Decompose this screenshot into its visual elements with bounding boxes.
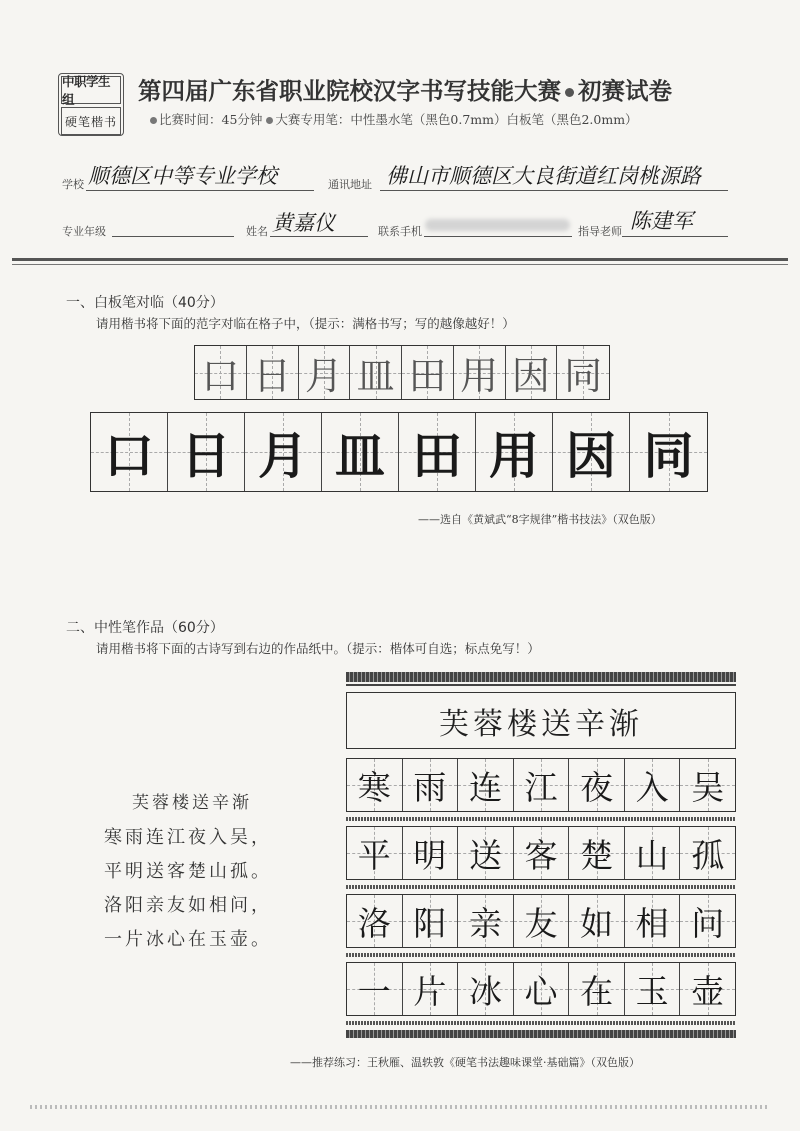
- group-badge: [58, 73, 124, 136]
- work-cell[interactable]: [458, 895, 514, 947]
- section2-recommendation: ——推荐练习：王秋雁、温轶敦《硬笔书法趣味课堂·基础篇》（双色版）: [290, 1056, 640, 1069]
- school-underline: [86, 190, 314, 191]
- exam-time: 比赛时间：45分钟: [159, 112, 263, 127]
- poem-title: 芙蓉楼送辛渐: [132, 793, 252, 813]
- work-paper-border-bottom: [346, 1030, 736, 1038]
- exam-title-tail: 初赛试卷: [578, 77, 672, 105]
- bullet-dot-icon: [150, 117, 157, 124]
- work-char: 寒: [357, 767, 391, 807]
- section2-title: 二、中性笔作品（60分）: [66, 620, 224, 636]
- work-paper-border-top-line: [346, 684, 736, 686]
- practice-cell[interactable]: [476, 413, 553, 491]
- work-char: 片: [413, 971, 447, 1011]
- phone-redacted: [425, 219, 570, 231]
- teacher-label: 指导老师: [578, 225, 622, 238]
- work-char: 明: [413, 835, 447, 875]
- poem-line: 寒雨连江夜入吴，: [104, 827, 272, 848]
- work-char: 亲: [468, 903, 502, 943]
- poem-line: 平明送客楚山孤。: [104, 861, 272, 882]
- row-divider: [346, 817, 736, 821]
- work-cell[interactable]: [514, 759, 570, 811]
- model-character-grid: [194, 345, 610, 400]
- model-char: 月: [304, 354, 343, 398]
- work-paper-row: [346, 894, 736, 948]
- phone-field[interactable]: [424, 236, 572, 237]
- exam-title: [138, 72, 672, 106]
- section2-instructions: 请用楷书将下面的古诗写到右边的作品纸中。（提示：楷体可自选；标点免写！）: [96, 641, 540, 656]
- work-char: 阳: [413, 903, 447, 943]
- work-char: 连: [468, 767, 502, 807]
- practice-char: 皿: [335, 427, 385, 485]
- work-cell[interactable]: [458, 827, 514, 879]
- bullet-dot-icon: [565, 88, 574, 97]
- work-cell[interactable]: [514, 963, 570, 1015]
- badge-group-label: 中职学生组: [61, 76, 121, 104]
- model-char: 田: [408, 354, 447, 398]
- address-field[interactable]: 佛山市顺德区大良街道红岗桃源路: [386, 164, 701, 188]
- poem-line: 一片冰心在玉壶。: [104, 929, 272, 950]
- header-divider-thin: [12, 264, 788, 265]
- work-cell[interactable]: [347, 759, 403, 811]
- school-field[interactable]: 顺德区中等专业学校: [88, 164, 277, 188]
- model-cell: [557, 346, 609, 399]
- practice-cell[interactable]: [630, 413, 707, 491]
- work-char: 壶: [691, 971, 725, 1011]
- work-paper-border-top: [346, 672, 736, 682]
- model-cell: [402, 346, 454, 399]
- row-divider: [346, 885, 736, 889]
- badge-category-label: 硬笔楷书: [61, 107, 121, 135]
- work-char: 送: [468, 835, 502, 875]
- practice-cell[interactable]: [245, 413, 322, 491]
- row-divider: [346, 953, 736, 957]
- work-char: 洛: [357, 903, 391, 943]
- work-paper-title-box[interactable]: [346, 692, 736, 749]
- practice-char: 田: [412, 427, 462, 485]
- exam-rules-line: [150, 110, 638, 128]
- work-cell[interactable]: [347, 895, 403, 947]
- work-cell[interactable]: [625, 963, 681, 1015]
- school-label: 学校: [62, 178, 84, 191]
- section1-instructions: 请用楷书将下面的范字对临在格子中，（提示：满格书写；写的越像越好！）: [96, 316, 515, 331]
- work-paper-row: [346, 758, 736, 812]
- work-cell[interactable]: [625, 759, 681, 811]
- work-cell[interactable]: [514, 895, 570, 947]
- work-char: 山: [635, 835, 669, 875]
- work-cell[interactable]: [458, 963, 514, 1015]
- model-char: 同: [564, 354, 603, 398]
- model-cell: [247, 346, 299, 399]
- work-cell[interactable]: [403, 895, 459, 947]
- work-cell[interactable]: [680, 759, 735, 811]
- work-cell[interactable]: [514, 827, 570, 879]
- practice-char: 日: [181, 427, 231, 485]
- work-cell[interactable]: [625, 827, 681, 879]
- model-char: 用: [460, 354, 499, 398]
- major-field[interactable]: [112, 236, 234, 237]
- work-char: 玉: [635, 971, 669, 1011]
- practice-char: 同: [643, 427, 694, 485]
- work-paper-title: 芙蓉楼送辛渐: [439, 706, 643, 742]
- address-underline: [380, 190, 728, 191]
- work-cell[interactable]: [569, 827, 625, 879]
- work-paper-row: [346, 962, 736, 1016]
- major-label: 专业年级: [62, 225, 106, 238]
- practice-char: 因: [566, 427, 616, 485]
- model-char: 因: [511, 354, 550, 398]
- practice-cell[interactable]: [322, 413, 399, 491]
- model-cell: [454, 346, 506, 399]
- model-char: 日: [253, 354, 292, 398]
- work-char: 如: [580, 903, 614, 943]
- work-cell[interactable]: [347, 963, 403, 1015]
- bullet-dot-icon: [266, 117, 273, 124]
- exam-title-main: 第四届广东省职业院校汉字书写技能大赛: [138, 77, 561, 105]
- work-cell[interactable]: [569, 963, 625, 1015]
- practice-cell[interactable]: [168, 413, 245, 491]
- model-char: 口: [201, 354, 240, 398]
- work-char: 江: [524, 767, 558, 807]
- poem-line: 洛阳亲友如相问，: [104, 895, 272, 916]
- work-char: 夜: [580, 767, 614, 807]
- work-cell[interactable]: [403, 963, 459, 1015]
- section1-title: 一、白板笔对临（40分）: [66, 295, 224, 311]
- work-char: 楚: [580, 835, 614, 875]
- model-cell: [195, 346, 247, 399]
- practice-cell[interactable]: [399, 413, 476, 491]
- teacher-field[interactable]: 陈建军: [630, 209, 693, 233]
- teacher-underline: [622, 236, 728, 237]
- model-cell: [299, 346, 351, 399]
- work-char: 冰: [468, 971, 502, 1011]
- work-cell[interactable]: [680, 895, 735, 947]
- practice-char: 口: [104, 427, 154, 485]
- header-divider: [12, 258, 788, 261]
- practice-character-grid: [90, 412, 708, 492]
- work-cell[interactable]: [569, 759, 625, 811]
- row-divider: [346, 1021, 736, 1025]
- practice-char: 用: [489, 427, 539, 485]
- work-cell[interactable]: [458, 759, 514, 811]
- model-cell: [506, 346, 558, 399]
- work-char: 问: [691, 903, 725, 943]
- practice-cell[interactable]: [553, 413, 630, 491]
- work-char: 在: [580, 971, 614, 1011]
- work-cell[interactable]: [569, 895, 625, 947]
- work-char: 相: [635, 903, 669, 943]
- exam-pens: 大赛专用笔：中性墨水笔（黑色0.7mm）白板笔（黑色2.0mm）: [275, 112, 638, 127]
- model-char: 皿: [356, 354, 395, 398]
- work-char: 平: [357, 835, 391, 875]
- practice-char: 月: [258, 427, 308, 485]
- work-char: 孤: [691, 835, 725, 875]
- work-char: 心: [524, 971, 558, 1011]
- practice-cell[interactable]: [91, 413, 168, 491]
- name-label: 姓名: [246, 225, 268, 238]
- phone-label: 联系手机: [378, 225, 422, 238]
- work-char: 雨: [413, 767, 447, 807]
- work-cell[interactable]: [403, 827, 459, 879]
- address-label: 通讯地址: [328, 178, 372, 191]
- scan-edge-noise: [30, 1105, 770, 1109]
- work-char: 吴: [691, 767, 725, 807]
- work-paper-row: [346, 826, 736, 880]
- work-cell[interactable]: [680, 963, 735, 1015]
- work-char: 友: [524, 903, 558, 943]
- section1-source: ——选自《黄斌武“8字规律”楷书技法》（双色版）: [418, 513, 662, 526]
- work-cell[interactable]: [625, 895, 681, 947]
- work-cell[interactable]: [680, 827, 735, 879]
- work-char: 客: [524, 835, 558, 875]
- model-cell: [350, 346, 402, 399]
- name-field[interactable]: 黄嘉仪: [272, 211, 335, 235]
- work-cell[interactable]: [347, 827, 403, 879]
- work-char: 一: [357, 971, 391, 1011]
- work-cell[interactable]: [403, 759, 459, 811]
- work-char: 入: [635, 767, 669, 807]
